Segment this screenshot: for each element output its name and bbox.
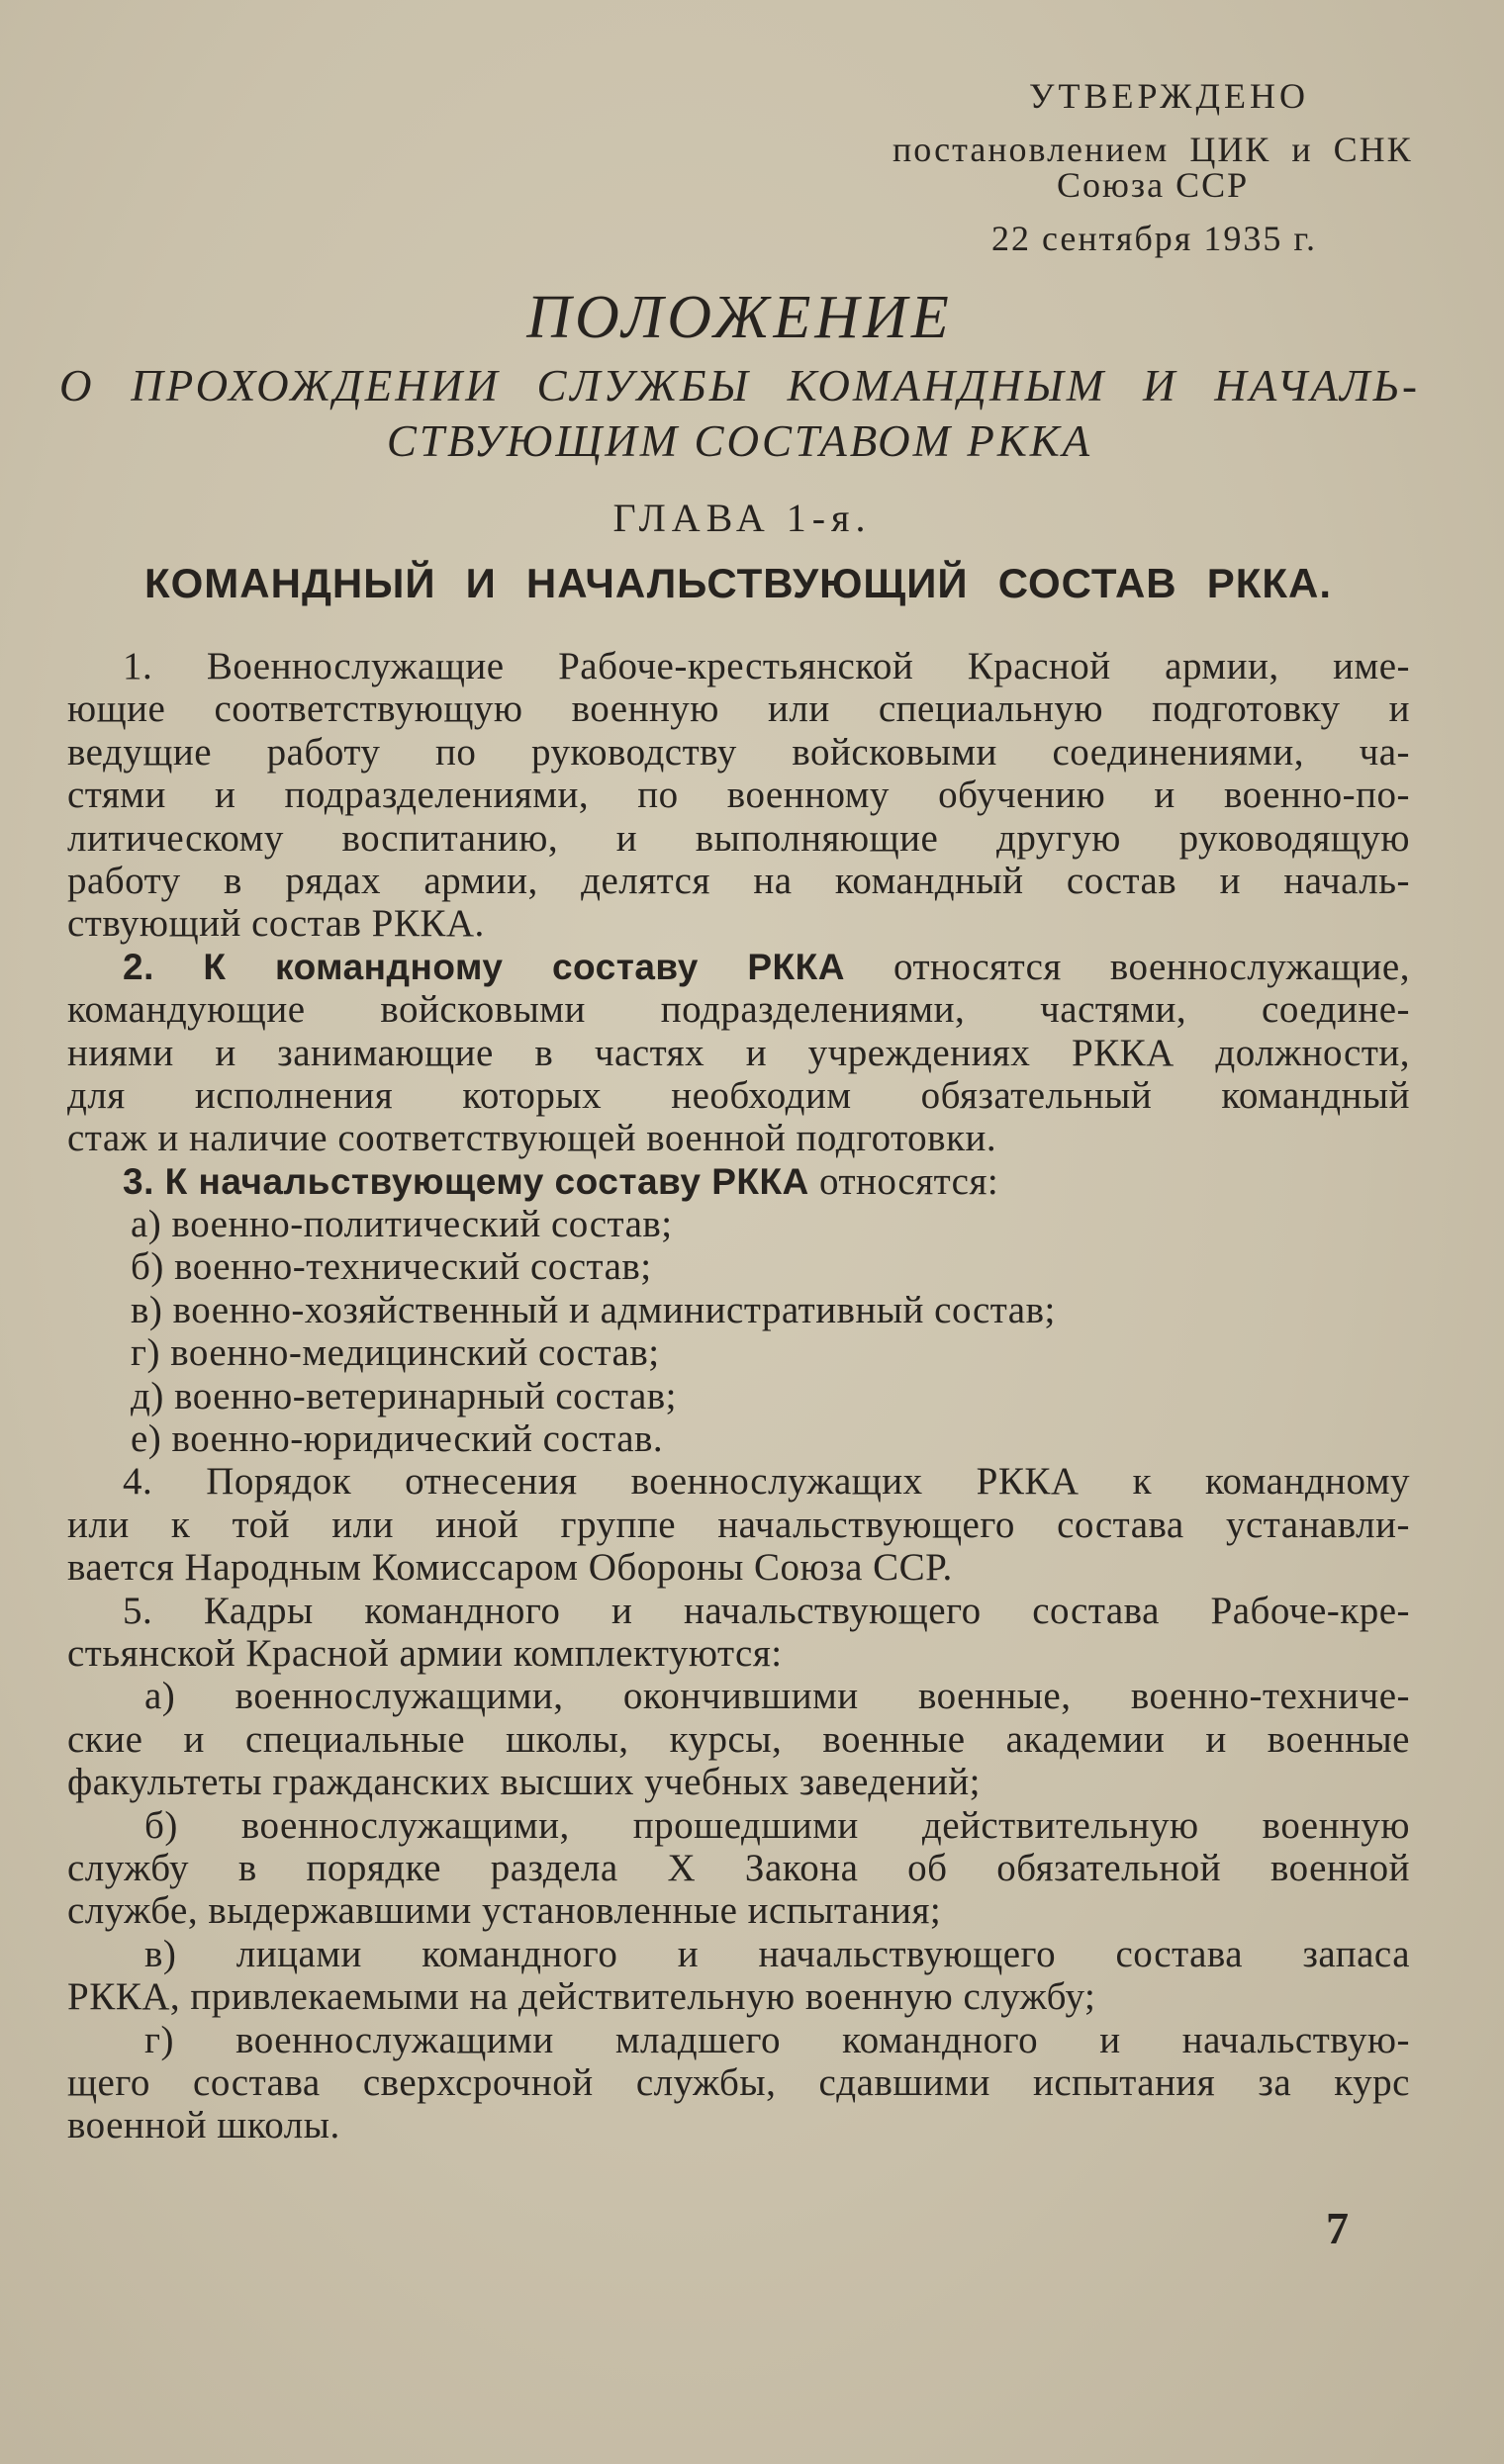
line-text: стьянской Красной армии комплектуются: <box>67 1631 783 1675</box>
text-line <box>67 1460 1410 1503</box>
text-line <box>67 1889 1410 1932</box>
line-text: службу в порядке раздела X Закона об обязательной военной <box>67 1846 1410 1889</box>
approval-date: 22 сентября 1935 г. <box>991 219 1318 258</box>
line-text: б) военнослужащими, прошедшими действительную военную <box>144 1803 1410 1847</box>
text-line <box>67 1590 1410 1632</box>
document-subtitle-line-2: СТВУЮЩИМ СОСТАВОМ РККА <box>386 416 1093 466</box>
chapter-title: КОМАНДНЫЙ И НАЧАЛЬСТВУЮЩИЙ СОСТАВ РККА. <box>144 560 1332 606</box>
text-line <box>67 1289 1410 1331</box>
text-line <box>67 2104 1410 2146</box>
text-line <box>67 1417 1410 1460</box>
bold-term: 3. К начальствующему составу РККА <box>123 1160 809 1202</box>
text-line <box>67 687 1410 730</box>
line-text: а) военно-политический состав; <box>131 1203 673 1246</box>
line-text: факультеты гражданских высших учебных заведений; <box>67 1761 981 1804</box>
line-text: в) лицами командного и начальствующего состава запаса <box>144 1932 1410 1975</box>
text-line <box>67 1933 1410 1975</box>
line-text: г) военно-медицинский состав; <box>131 1331 660 1375</box>
line-text: ские и специальные школы, курсы, военные академии и военные <box>67 1717 1410 1761</box>
line-text: ющие соответствующую военную или специальную подготовку и <box>67 687 1410 731</box>
line-text: относятся военнослужащие, <box>844 945 1410 988</box>
line-text: 5. Кадры командного и начальствующего состава Рабоче-кре- <box>123 1589 1410 1632</box>
text-line <box>67 1160 1410 1203</box>
text-line <box>67 774 1410 816</box>
line-text: ствующий состав РККА. <box>67 902 485 946</box>
line-text: г) военнослужащими младшего командного и начальствую- <box>144 2018 1410 2061</box>
text-line <box>67 946 1410 988</box>
line-text: службе, выдержавшими установленные испытания; <box>67 1889 942 1933</box>
text-line <box>67 1331 1410 1374</box>
text-line <box>67 902 1410 945</box>
text-line <box>67 1675 1410 1717</box>
text-line <box>67 1032 1410 1074</box>
text-line <box>67 1504 1410 1546</box>
text-line <box>67 1847 1410 1889</box>
page-number: 7 <box>1326 2203 1349 2253</box>
line-text: стаж и наличие соответствующей военной подготовки. <box>67 1117 997 1160</box>
text-line <box>67 1718 1410 1761</box>
text-line <box>67 1761 1410 1803</box>
line-text: б) военно-технический состав; <box>131 1245 652 1289</box>
text-line <box>67 1804 1410 1847</box>
line-text: относятся: <box>808 1159 999 1203</box>
line-text: или к той или иной группе начальствующего состава устанавли- <box>67 1503 1410 1546</box>
line-text: д) военно-ветеринарный состав; <box>131 1374 678 1417</box>
document-body <box>67 645 1410 2147</box>
line-text: командующие войсковыми подразделениями, частями, соедине- <box>67 988 1410 1032</box>
line-text: для исполнения которых необходим обязательный командный <box>67 1073 1410 1117</box>
line-text: вается Народным Комиссаром Обороны Союза ССР. <box>67 1546 953 1590</box>
text-line <box>67 1632 1410 1675</box>
text-line <box>67 2061 1410 2104</box>
text-line <box>67 817 1410 860</box>
text-line <box>67 1074 1410 1117</box>
line-text: щего состава сверхсрочной службы, сдавшими испытания за курс <box>67 2060 1410 2104</box>
chapter-heading: ГЛАВА 1-я. <box>612 496 872 540</box>
approval-stamp: УТВЕРЖДЕНО <box>1029 76 1310 116</box>
document-subtitle-line-1: О ПРОХОЖДЕНИИ СЛУЖБЫ КОМАНДНЫМ И НАЧАЛЬ- <box>59 361 1420 411</box>
decree-line-2: Союза ССР <box>1057 165 1250 205</box>
line-text: ведущие работу по руководству войсковыми соединениями, ча- <box>67 730 1410 774</box>
line-text: е) военно-юридический состав. <box>131 1417 664 1461</box>
line-text: в) военно-хозяйственный и административный состав; <box>131 1288 1056 1331</box>
line-text: а) военнослужащими, окончившими военные, военно-техниче- <box>144 1675 1410 1718</box>
text-line <box>67 860 1410 902</box>
line-text: работу в рядах армии, делятся на командный состав и началь- <box>67 859 1410 902</box>
text-line <box>67 645 1410 687</box>
text-line <box>67 2019 1410 2061</box>
document-title: ПОЛОЖЕНИЕ <box>526 284 953 351</box>
line-text: литическому воспитанию, и выполняющие другую руководящую <box>67 816 1410 860</box>
line-text: 4. Порядок отнесения военнослужащих РККА к командному <box>123 1460 1410 1504</box>
line-text: военной школы. <box>67 2104 340 2147</box>
text-line <box>67 1203 1410 1245</box>
bold-term: 2. К командному составу РККА <box>123 946 845 987</box>
line-text: 1. Военнослужащие Рабоче-крестьянской Красной армии, име- <box>123 645 1410 687</box>
text-line <box>67 1117 1410 1159</box>
text-line <box>67 1546 1410 1589</box>
text-line <box>67 731 1410 774</box>
decree-line-1: постановлением ЦИК и СНК <box>893 130 1413 169</box>
line-text: ниями и занимающие в частях и учреждениях РККА должности, <box>67 1031 1410 1074</box>
line-text: стями и подразделениями, по военному обучению и военно-по- <box>67 774 1410 817</box>
text-line <box>67 988 1410 1031</box>
line-text: РККА, привлекаемыми на действительную военную службу; <box>67 1975 1096 2019</box>
text-line <box>67 1975 1410 2018</box>
text-line <box>67 1245 1410 1288</box>
text-line <box>67 1375 1410 1417</box>
